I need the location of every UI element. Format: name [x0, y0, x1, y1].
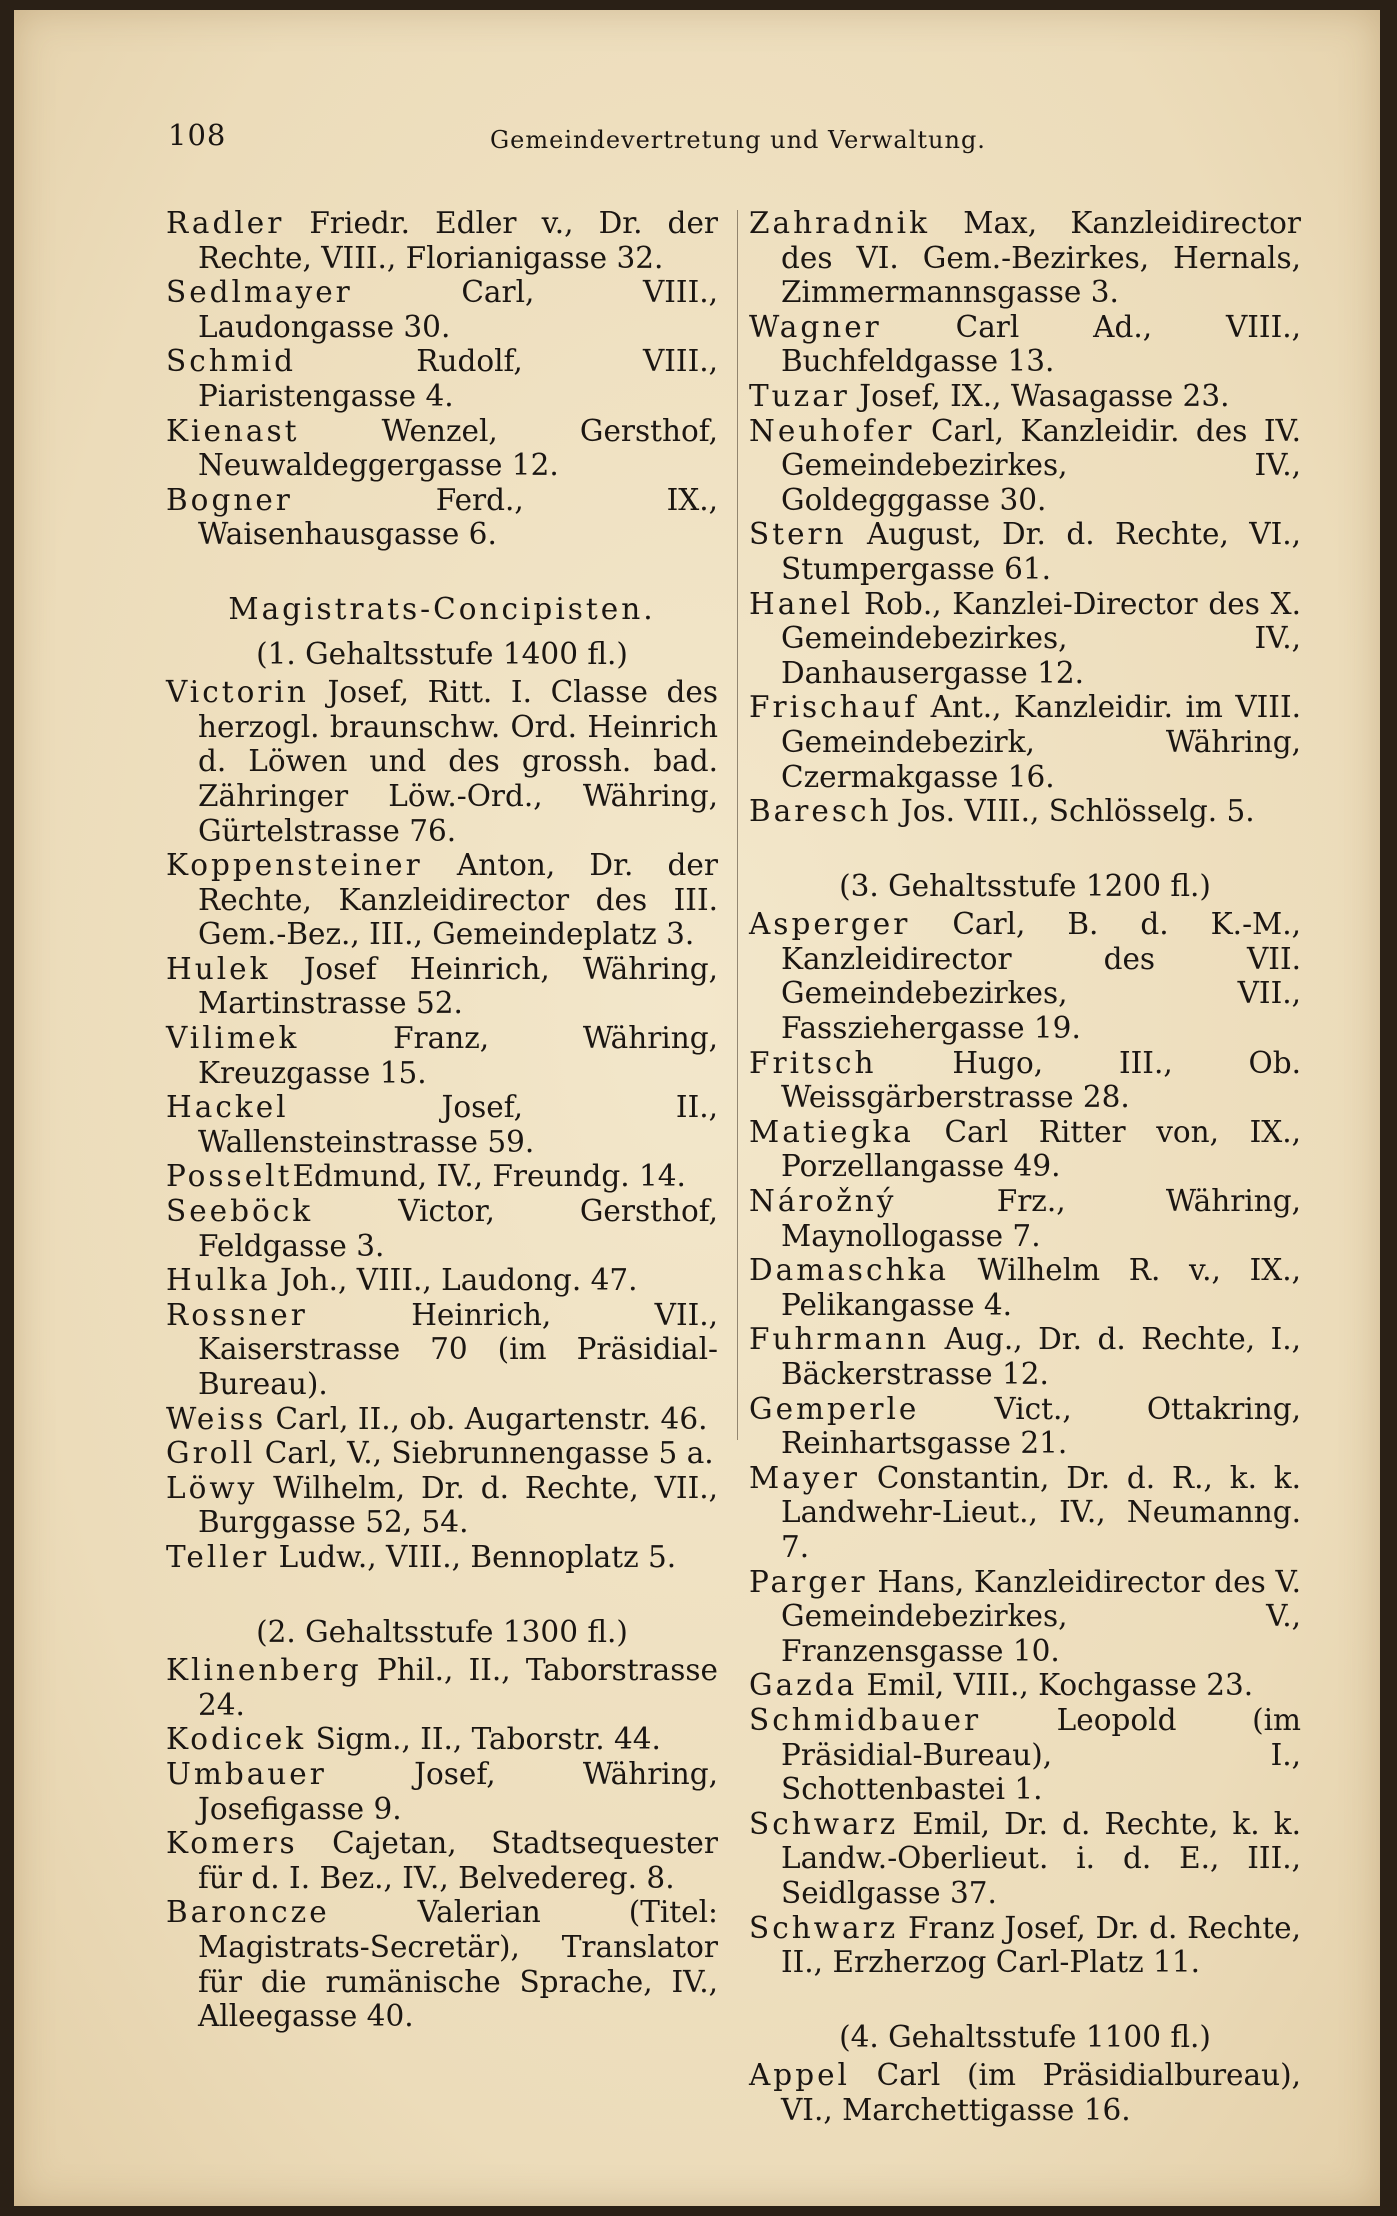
entry-details: Max, Kanzleidirector des VI. Gem.-Bezirkes, Hernals, Zimmermannsgasse 3. [781, 206, 1301, 310]
entry-details: Joh., VIII., Laudong. 47. [270, 1263, 638, 1298]
entry-surname: Mayer [749, 1460, 861, 1495]
entry-details: Victor, Gersthof, Feldgasse 3. [198, 1194, 718, 1263]
directory-entry [166, 1471, 718, 1540]
directory-entry [749, 206, 1301, 310]
directory-entry [749, 1253, 1301, 1322]
entry-details: Wilhelm, Dr. d. Rechte, VII., Burggasse 52, 54. [198, 1470, 718, 1540]
entry-surname: Schmidbauer [749, 1702, 982, 1737]
directory-entry [166, 483, 718, 552]
directory-entry [166, 1298, 718, 1402]
entry-surname: Teller [166, 1539, 270, 1574]
directory-entry [166, 1194, 718, 1263]
entry-surname: Zahradnik [749, 206, 930, 240]
directory-entry [166, 952, 718, 1021]
entry-surname: Nárožný [749, 1184, 897, 1219]
entry-surname: Matiegka [749, 1114, 914, 1149]
entry-surname: Rossner [166, 1297, 308, 1332]
directory-entry [166, 1826, 718, 1895]
entry-surname: Bogner [166, 482, 293, 517]
entry-details: Franz Josef, Dr. d. Rechte, II., Erzherzog Carl-Platz 11. [781, 1910, 1301, 1980]
directory-entry [749, 690, 1301, 794]
entry-surname: Wagner [749, 309, 882, 344]
entry-surname: Frischauf [749, 690, 919, 725]
section-heading: Magistrats-Concipisten. [228, 591, 656, 626]
entry-details: Hugo, III., Ob. Weissgärberstrasse 28. [781, 1045, 1301, 1115]
entry-details: Frz., Währing, Maynollogasse 7. [781, 1184, 1301, 1253]
entry-details: Heinrich, VII., Kaiserstrasse 70 (im Präsidial-Bureau). [198, 1297, 718, 1401]
entry-details: Josef, IX., Wasagasse 23. [849, 378, 1230, 413]
directory-entry [749, 379, 1301, 414]
page-number: 108 [168, 118, 227, 152]
entry-surname: Fuhrmann [749, 1322, 930, 1357]
entry-surname: Weiss [166, 1401, 267, 1436]
page-header [168, 118, 1280, 158]
directory-entry [749, 587, 1301, 691]
directory-entry [166, 206, 718, 275]
entry-surname: Baresch [749, 794, 892, 829]
directory-entry [166, 1263, 718, 1298]
directory-entry [749, 1807, 1301, 1911]
directory-entry [749, 1046, 1301, 1115]
salary-grade-heading: (4. Gehaltsstufe 1100 fl.) [839, 2019, 1211, 2054]
entry-surname: Groll [166, 1436, 256, 1471]
directory-entry [166, 344, 718, 413]
entry-details: Carl, V., Siebrunnengasse 5 a. [255, 1436, 714, 1471]
entry-details: Jos. VIII., Schlösselg. 5. [891, 794, 1255, 829]
entry-details: Phil., II., Taborstrasse 24. [198, 1653, 718, 1722]
entry-details: Franz, Währing, Kreuzgasse 15. [198, 1021, 718, 1090]
entry-surname: Schwarz [749, 1806, 899, 1841]
entry-details: Valerian (Titel: Magistrats-Secretär), Translator für die rumänische Sprache, IV., Alleegasse 40. [198, 1895, 718, 2034]
running-title: Gemeindevertretung und Verwaltung. [490, 126, 986, 154]
directory-entry [749, 794, 1301, 829]
directory-entry [749, 1703, 1301, 1807]
directory-entry [749, 2058, 1301, 2127]
directory-entry [749, 1115, 1301, 1184]
entry-surname: Hulka [166, 1263, 271, 1298]
salary-grade-heading: (3. Gehaltsstufe 1200 fl.) [839, 868, 1211, 903]
entry-surname: Appel [749, 2058, 850, 2093]
entry-details: Constantin, Dr. d. R., k. k. Landwehr-Lieut., IV., Neumanng. 7. [781, 1460, 1301, 1564]
entry-details: Ferd., IX., Waisenhausgasse 6. [198, 482, 718, 552]
entry-details: Wenzel, Gersthof, Neuwaldeggergasse 12. [198, 413, 718, 483]
entry-details: Rob., Kanzlei-Director des X. Gemeindebezirkes, IV., Danhausergasse 12. [781, 586, 1301, 690]
entry-details: Edmund, IV., Freundg. 14. [292, 1159, 686, 1194]
directory-entry [166, 675, 718, 848]
directory-entry [749, 1392, 1301, 1461]
entry-surname: Löwy [166, 1470, 258, 1505]
entry-surname: Parger [749, 1564, 868, 1599]
directory-entry [749, 1322, 1301, 1391]
directory-entry [749, 1911, 1301, 1980]
directory-entry [749, 414, 1301, 518]
entry-surname: Hulek [166, 951, 271, 986]
entry-surname: Fritsch [749, 1045, 877, 1080]
directory-entry [166, 1653, 718, 1722]
directory-entry [166, 1722, 718, 1757]
entry-details: Emil, Dr. d. Rechte, k. k. Landw.-Oberlieut. i. d. E., III., Seidlgasse 37. [781, 1806, 1301, 1910]
directory-entry [166, 1090, 718, 1159]
entry-surname: Neuhofer [749, 413, 915, 448]
entry-details: Josef, Währing, Josefigasse 9. [198, 1756, 718, 1826]
directory-entry [166, 1895, 718, 2033]
entry-details: Rudolf, VIII., Piaristengasse 4. [198, 344, 718, 413]
entry-details: Sigm., II., Taborstr. 44. [306, 1722, 661, 1757]
entry-details: Friedr. Edler v., Dr. der Rechte, VIII., Florianigasse 32. [198, 206, 718, 275]
entry-surname: Tuzar [749, 378, 850, 413]
directory-entry [749, 1565, 1301, 1669]
entry-surname: Damaschka [749, 1253, 949, 1288]
directory-entry [166, 275, 718, 344]
entry-details: Carl Ritter von, IX., Porzellangasse 49. [781, 1114, 1301, 1184]
entry-details: Carl, VIII., Laudongasse 30. [198, 275, 718, 344]
salary-grade-heading: (2. Gehaltsstufe 1300 fl.) [256, 1614, 628, 1649]
entry-details: Josef, Ritt. I. Classe des herzogl. braunschw. Ord. Heinrich d. Löwen und des grossh. bad. Zähringer Löw.-Ord., Währing, Gürtelstrasse 76. [198, 675, 718, 848]
directory-entry [166, 1021, 718, 1090]
directory-entry [166, 1402, 718, 1437]
entry-details: Wilhelm R. v., IX., Pelikangasse 4. [781, 1253, 1301, 1322]
directory-entry [749, 517, 1301, 586]
entry-surname: Victorin [166, 675, 309, 710]
right-column [749, 206, 1301, 2127]
entry-details: Carl, Kanzleidir. des IV. Gemeindebezirkes, IV., Goldegggasse 30. [781, 413, 1301, 517]
entry-surname: Kodicek [166, 1722, 307, 1757]
entry-details: Vict., Ottakring, Reinhartsgasse 21. [781, 1391, 1301, 1461]
directory-entry [166, 1757, 718, 1826]
entry-details: Ludw., VIII., Bennoplatz 5. [269, 1539, 677, 1574]
entry-surname: Posselt [166, 1159, 293, 1194]
entry-surname: Umbauer [166, 1756, 327, 1791]
entry-surname: Vilimek [166, 1021, 300, 1056]
entry-surname: Seeböck [166, 1194, 314, 1229]
entry-surname: Klinenberg [166, 1653, 362, 1688]
entry-details: Carl (im Präsidialbureau), VI., Marchettigasse 16. [781, 2058, 1301, 2127]
entry-details: Carl, II., ob. Augartenstr. 46. [266, 1401, 708, 1436]
entry-details: Anton, Dr. der Rechte, Kanzleidirector des III. Gem.-Bez., III., Gemeindeplatz 3. [198, 848, 718, 952]
entry-surname: Koppensteiner [166, 848, 423, 883]
entry-details: Josef, II., Wallensteinstrasse 59. [198, 1090, 718, 1159]
entry-surname: Sedlmayer [166, 275, 353, 310]
entry-surname: Komers [166, 1826, 298, 1861]
entry-surname: Hanel [749, 586, 854, 621]
column-divider [737, 210, 738, 1440]
entry-details: Emil, VIII., Kochgasse 23. [857, 1668, 1254, 1703]
entry-details: Carl, B. d. K.-M., Kanzleidirector des VII. Gemeindebezirkes, VII., Fassziehergasse 19. [781, 907, 1301, 1046]
entry-details: August, Dr. d. Rechte, VI., Stumpergasse 61. [781, 517, 1301, 586]
directory-entry [166, 1540, 718, 1575]
directory-entry [749, 310, 1301, 379]
salary-grade-heading: (1. Gehaltsstufe 1400 fl.) [256, 636, 628, 671]
entry-surname: Schwarz [749, 1910, 899, 1945]
entry-surname: Gazda [749, 1668, 858, 1703]
entry-surname: Schmid [166, 344, 297, 379]
entry-surname: Hackel [166, 1090, 289, 1125]
entry-details: Aug., Dr. d. Rechte, I., Bäckerstrasse 12. [781, 1322, 1301, 1391]
entry-details: Ant., Kanzleidir. im VIII. Gemeindebezirk, Währing, Czermakgasse 16. [781, 690, 1301, 794]
directory-entry [749, 1461, 1301, 1565]
entry-surname: Asperger [749, 907, 911, 942]
directory-entry [166, 848, 718, 952]
directory-entry [166, 1159, 718, 1194]
entry-surname: Stern [749, 517, 847, 552]
entry-surname: Baroncze [166, 1895, 330, 1930]
directory-entry [166, 414, 718, 483]
directory-entry [749, 907, 1301, 1045]
document-page [14, 10, 1380, 2206]
directory-entry [166, 1436, 718, 1471]
entry-surname: Radler [166, 206, 285, 240]
entry-surname: Kienast [166, 413, 300, 448]
directory-entry [749, 1184, 1301, 1253]
entry-details: Cajetan, Stadtsequester für d. I. Bez., IV., Belvedereg. 8. [198, 1826, 718, 1895]
entry-surname: Gemperle [749, 1391, 920, 1426]
entry-details: Hans, Kanzleidirector des V. Gemeindebezirkes, V., Franzensgasse 10. [781, 1564, 1301, 1668]
entry-details: Josef Heinrich, Währing, Martinstrasse 52. [198, 951, 718, 1021]
entry-details: Leopold (im Präsidial-Bureau), I., Schottenbastei 1. [781, 1702, 1301, 1807]
left-column [166, 206, 718, 2034]
directory-entry [749, 1668, 1301, 1703]
entry-details: Carl Ad., VIII., Buchfeldgasse 13. [781, 309, 1301, 379]
